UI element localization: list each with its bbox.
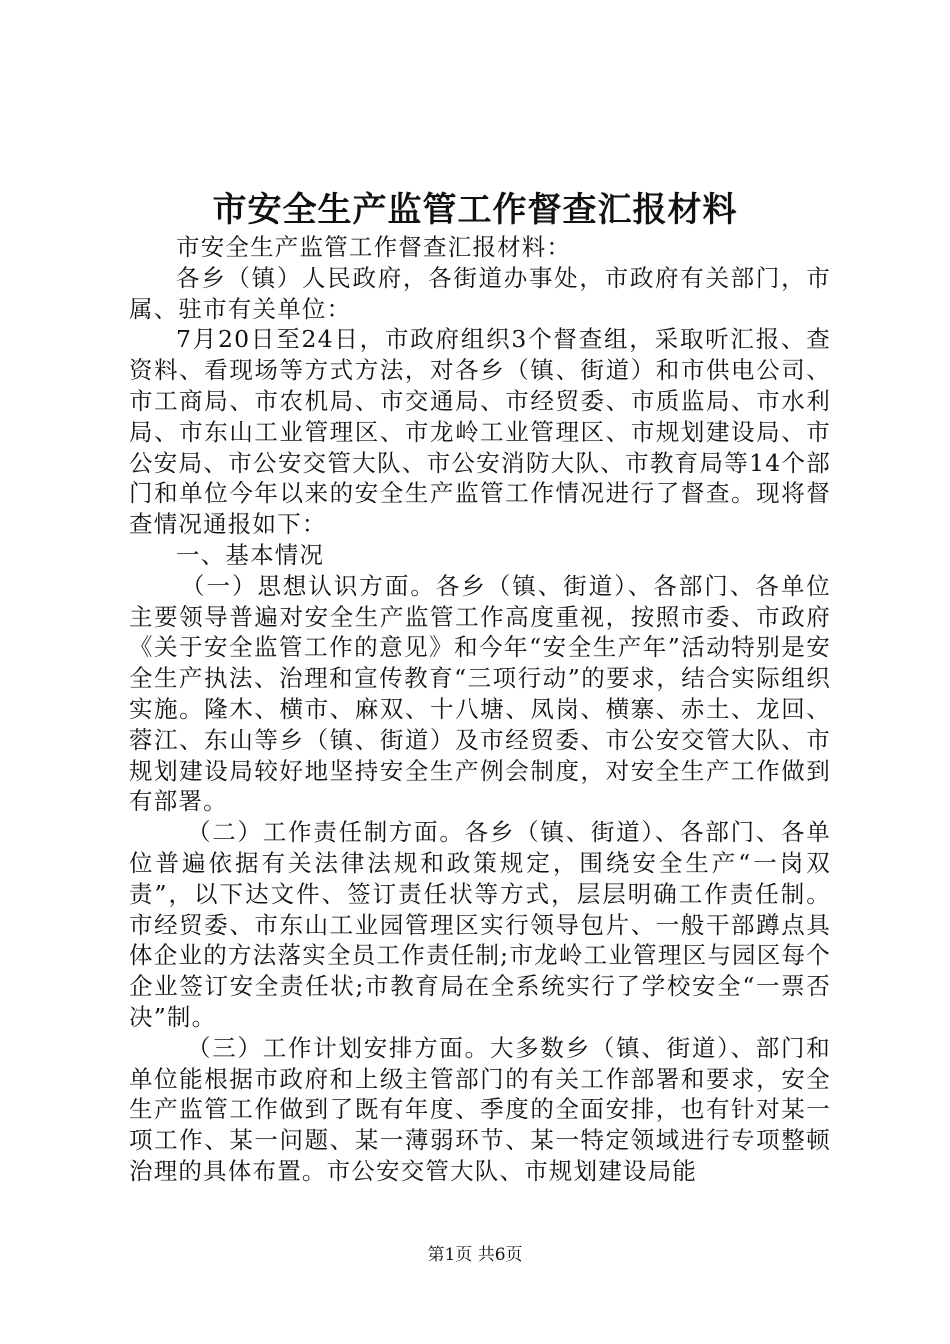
overview-paragraph: 7月20日至24日，市政府组织3个督查组，采取听汇报、查资料、看现场等方式方法，对各乡（镇、街道）和市供电公司、市工商局、市农机局、市交通局、市经贸委、市质监局、市水利局、市东山工业管理区、市龙岭工业管理区、市规划建设局、市公安局、市公安交管大队、市公安消防大队、市教育局等14个部门和单位今年以来的安全生产监管工作情况进行了督查。现将督查情况通报如下：: [129, 325, 831, 539]
paragraph-responsibility-system: （二）工作责任制方面。各乡（镇、街道）、各部门、各单位普遍依据有关法律法规和政策规定，围绕安全生产“一岗双责”，以下达文件、签订责任状等方式，层层明确工作责任制。市经贸委、市东山工业园管理区实行领导包片、一般干部蹲点具体企业的方法落实全员工作责任制;市龙岭工业管理区与园区每个企业签订安全责任状;市教育局在全系统实行了学校安全“一票否决”制。: [129, 818, 831, 1031]
addressee-paragraph: 各乡（镇）人民政府，各街道办事处，市政府有关部门，市属、驻市有关单位：: [129, 263, 831, 323]
intro-heading-paragraph: 市安全生产监管工作督查汇报材料：: [176, 233, 572, 261]
paragraph-work-plan: （三）工作计划安排方面。大多数乡（镇、街道）、部门和单位能根据市政府和上级主管部门的有关工作部署和要求，安全生产监管工作做到了既有年度、季度的全面安排，也有针对某一项工作、某一问题、某一薄弱环节、某一特定领域进行专项整顿治理的具体布置。市公安交管大队、市规划建设局能: [129, 1033, 831, 1185]
document-body: [129, 232, 831, 1187]
document-title: 市安全生产监管工作督查汇报材料: [212, 190, 738, 230]
page-number-footer: 第1页 共6页: [427, 1245, 523, 1265]
section-heading-basic-situation: 一、基本情况: [176, 540, 325, 569]
paragraph-ideological-awareness: （一）思想认识方面。各乡（镇、街道）、各部门、各单位主要领导普遍对安全生产监管工作高度重视，按照市委、市政府《关于安全监管工作的意见》和今年“安全生产年”活动特别是安全生产执法、治理和宣传教育“三项行动”的要求，结合实际组织实施。隆木、横市、麻双、十八塘、凤岗、横寨、赤土、龙回、蓉江、东山等乡（镇、街道）及市经贸委、市公安交管大队、市规划建设局较好地坚持安全生产例会制度，对安全生产工作做到有部署。: [129, 571, 831, 816]
